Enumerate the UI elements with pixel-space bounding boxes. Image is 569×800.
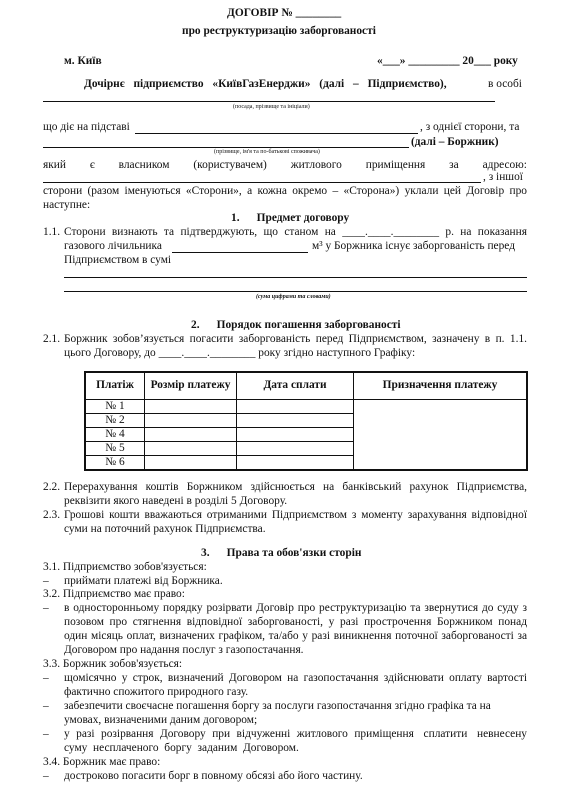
bullet: – [43, 575, 49, 587]
header-payment: Платіж [85, 372, 145, 400]
p3-3-item2-line2: умовах, визначеними даним договором; [64, 714, 258, 726]
other-side-text: , з іншої [483, 171, 523, 183]
p3-3-item1-line1: щомісячно у строк, визначений Договором на газопостачання здійснювати оплату вартості [64, 672, 527, 684]
city: м. Київ [64, 55, 102, 67]
header-amount: Розмір платежу [145, 372, 237, 400]
basis-line [135, 133, 418, 134]
amount-cell[interactable] [145, 414, 237, 428]
bullet: – [43, 672, 49, 684]
p2-3-line1: Грошові кошти вважаються отриманими Підприємством з моменту зарахування відповідної [64, 509, 527, 521]
acting-basis-label: що діє на підставі [43, 121, 130, 133]
p2-3-number: 2.3. [43, 509, 61, 521]
bullet: – [43, 770, 49, 782]
p3-3: 3.3. Боржник зобов'язується: [43, 658, 183, 670]
header-date: Дата сплати [237, 372, 354, 400]
p3-2-item-line4: Договором про надання послуг з газопостачання. [64, 644, 304, 656]
note-borrower-name: (прізвище, ім'я та по-батькові споживача) [214, 149, 320, 155]
p3-1-item: приймати платежі від Боржника. [64, 575, 223, 587]
sides-line: сторони (разом іменуються «Сторони», а кожна окремо – «Сторона») уклали цей Договір про [43, 185, 527, 197]
sum-line-1 [64, 277, 527, 278]
p3-4-item: достроково погасити борг в повному обсязі або його частину. [64, 770, 363, 782]
p2-3-line2: суми на поточний рахунок Підприємства. [64, 523, 266, 535]
p3-2-item-line2: позовом про стягнення відповідної заборгованості, у разі прострочення Боржником понад [64, 616, 527, 628]
amount-cell[interactable] [145, 428, 237, 442]
meter-reading-line [172, 252, 308, 253]
p2-1-line2: цього Договору, до ____.____.________ року згідно наступного Графіку: [64, 347, 416, 359]
bullet: – [43, 602, 49, 614]
payment-number: № 6 [85, 456, 145, 471]
bullet: – [43, 728, 49, 740]
one-side-text: , з однієї сторони, та [420, 121, 520, 133]
date-cell[interactable] [237, 400, 354, 414]
amount-cell[interactable] [145, 400, 237, 414]
date-cell[interactable] [237, 442, 354, 456]
p3-2-item-line1: в односторонньому порядку розірвати Договір про реструктуризацію та звернутися до суду з [64, 602, 527, 614]
sides-line-end: наступне: [43, 199, 91, 211]
p1-1-number: 1.1. [43, 226, 61, 238]
date-cell[interactable] [237, 414, 354, 428]
p2-2-number: 2.2. [43, 481, 61, 493]
p3-3-item1-line2: фактично спожитого природного газу. [64, 686, 249, 698]
section-2-heading: 2. Порядок погашення заборгованості [191, 319, 401, 331]
section-1-heading: 1. Предмет договору [231, 212, 350, 224]
p2-2-line2: реквізити якого наведені в розділі 5 Договору. [64, 495, 288, 507]
header-purpose: Призначення платежу [354, 372, 528, 400]
intro-organization: Дочірнє підприємство «КиївГазЕнерджи» (далі – Підприємство), [84, 78, 447, 90]
document-title: ДОГОВІР № ________ [227, 7, 342, 19]
p2-1-line1: Боржник зобов’язується погасити заборгованість перед Підприємством, зазначену в п. 1.1. [64, 333, 527, 345]
p3-4: 3.4. Боржник має право: [43, 756, 161, 768]
date-cell[interactable] [237, 428, 354, 442]
amount-cell[interactable] [145, 442, 237, 456]
document-subtitle: про реструктуризацію заборгованості [182, 25, 376, 37]
sum-line-2 [64, 291, 527, 292]
p2-2-line1: Перерахування коштів Боржником здійснюється на банківський рахунок Підприємства, [64, 481, 527, 493]
table-header-row [85, 372, 527, 400]
note-sum: (сума цифрами та словами) [256, 294, 331, 300]
p1-1-meter-label: газового лічильника [64, 240, 162, 252]
borrower-definition: (далі – Боржник) [411, 136, 499, 148]
payment-number: № 1 [85, 400, 145, 414]
section-3-heading: 3. Права та обов'язки сторін [201, 547, 362, 559]
p3-1: 3.1. Підприємство зобов'язується: [43, 561, 207, 573]
payment-number: № 2 [85, 414, 145, 428]
p3-3-item3-line2: суму несплаченого боргу заданим Договором. [64, 742, 299, 754]
payment-schedule-table [84, 371, 528, 471]
position-line [43, 101, 495, 102]
payment-number: № 4 [85, 428, 145, 442]
owner-line: який є власником (користувачем) житлового приміщення за адресою: [43, 159, 527, 171]
payment-number: № 5 [85, 442, 145, 456]
p2-1-number: 2.1. [43, 333, 61, 345]
note-position: (посада, прізвище та ініціали) [233, 104, 310, 110]
p3-3-item2-line1: забезпечити своєчасне погашення боргу за послуги газопостачання згідно графіка та на [64, 700, 491, 712]
p3-2: 3.2. Підприємство має право: [43, 588, 185, 600]
table-row [85, 400, 527, 414]
contract-date: «___» _________ 20___ року [377, 55, 518, 67]
date-cell[interactable] [237, 456, 354, 471]
borrower-name-line [43, 147, 409, 148]
purpose-cell[interactable] [354, 400, 528, 471]
intro-in-person: в особі [488, 78, 522, 90]
p3-3-item3-line1: у разі розірвання Договору при відчуженні житлового приміщення сплатити невнесену [64, 728, 527, 740]
bullet: – [43, 700, 49, 712]
p1-1-debt-text: м³ у Боржника існує заборгованість перед [312, 240, 516, 252]
amount-cell[interactable] [145, 456, 237, 471]
p1-1-sum-label: Підприємством в сумі [64, 254, 172, 266]
p3-2-item-line3: один місяць оплат, визначених графіком, та/або у разі виникнення поточної заборгованості за [64, 630, 527, 642]
p1-1-line1: Сторони визнають та підтверджують, що станом на ____.____.________ р. на показання [64, 226, 527, 238]
address-line [43, 182, 481, 183]
